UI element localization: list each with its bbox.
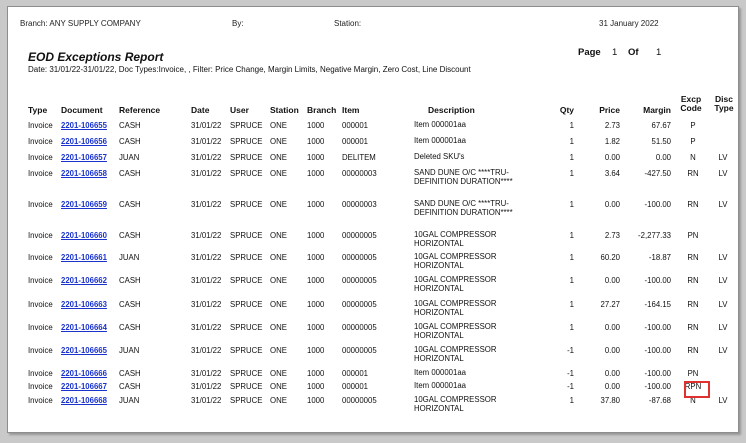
cell-date: 31/01/22 [191,169,222,178]
cell-description: 10GAL COMPRESSOR HORIZONTAL [414,299,497,317]
cell-excp: N [690,396,696,405]
cell-branch: 1000 [307,346,325,355]
cell-margin: -100.00 [644,323,671,332]
cell-price: 0.00 [604,369,620,378]
cell-item: DELITEM [342,153,376,162]
cell-disc: LV [718,396,728,405]
cell-user: SPRUCE [230,276,263,285]
cell-price: 60.20 [600,253,620,262]
cell-date: 31/01/22 [191,382,222,391]
cell-reference: CASH [119,137,141,146]
cell-reference: CASH [119,200,141,209]
cell-price: 3.64 [604,169,620,178]
cell-user: SPRUCE [230,169,263,178]
cell-excp: RPN [684,382,702,391]
cell-item: 00000005 [342,253,377,262]
cell-qty: 1 [569,153,574,162]
document-link[interactable]: 2201-106661 [61,253,107,262]
col-header-description: Description [428,105,475,115]
col-header-item: Item [342,105,360,115]
cell-price: 2.73 [604,121,620,130]
cell-reference: CASH [119,369,141,378]
cell-branch: 1000 [307,369,325,378]
col-header-station: Station [270,105,299,115]
cell-user: SPRUCE [230,396,263,405]
document-link[interactable]: 2201-106657 [61,153,107,162]
col-header-margin: Margin [643,105,671,115]
cell-price: 0.00 [604,276,620,285]
cell-user: SPRUCE [230,121,263,130]
cell-date: 31/01/22 [191,200,222,209]
cell-type: Invoice [28,276,53,285]
cell-user: SPRUCE [230,382,263,391]
cell-description: 10GAL COMPRESSOR HORIZONTAL [414,345,497,363]
cell-branch: 1000 [307,253,325,262]
cell-excp: RN [687,323,699,332]
cell-margin: 0.00 [655,153,671,162]
cell-reference: JUAN [119,346,140,355]
cell-description: 10GAL COMPRESSOR HORIZONTAL [414,230,497,248]
cell-type: Invoice [28,153,53,162]
cell-type: Invoice [28,253,53,262]
highlight-box [684,381,710,398]
cell-qty: 1 [569,231,574,240]
cell-reference: CASH [119,121,141,130]
cell-reference: CASH [119,231,141,240]
cell-station: ONE [270,121,287,130]
cell-qty: -1 [567,382,574,391]
cell-reference: JUAN [119,153,140,162]
cell-type: Invoice [28,137,53,146]
cell-date: 31/01/22 [191,323,222,332]
cell-qty: 1 [569,137,574,146]
cell-reference: JUAN [119,396,140,405]
cell-description: 10GAL COMPRESSOR HORIZONTAL [414,322,497,340]
cell-station: ONE [270,300,287,309]
cell-station: ONE [270,276,287,285]
cell-qty: -1 [567,346,574,355]
document-link[interactable]: 2201-106665 [61,346,107,355]
cell-user: SPRUCE [230,153,263,162]
cell-description: Item 000001aa [414,120,467,129]
cell-date: 31/01/22 [191,231,222,240]
cell-date: 31/01/22 [191,253,222,262]
cell-qty: -1 [567,369,574,378]
of-label: Of [628,47,639,58]
page-label: Page [578,47,601,58]
cell-disc: LV [718,323,728,332]
cell-disc: LV [718,169,728,178]
cell-item: 000001 [342,369,369,378]
cell-price: 1.82 [604,137,620,146]
cell-qty: 1 [569,300,574,309]
cell-date: 31/01/22 [191,153,222,162]
cell-user: SPRUCE [230,231,263,240]
cell-item: 000001 [342,137,369,146]
cell-disc: LV [718,153,728,162]
cell-margin: -100.00 [644,346,671,355]
cell-user: SPRUCE [230,300,263,309]
cell-branch: 1000 [307,153,325,162]
cell-station: ONE [270,396,287,405]
cell-user: SPRUCE [230,369,263,378]
branch-label: Branch: ANY SUPPLY COMPANY [20,19,141,28]
cell-date: 31/01/22 [191,346,222,355]
col-header-excp: Excp Code [680,94,702,113]
cell-price: 0.00 [604,200,620,209]
cell-excp: N [690,153,696,162]
document-link[interactable]: 2201-106658 [61,169,107,178]
cell-date: 31/01/22 [191,396,222,405]
col-header-user: User [230,105,249,115]
cell-branch: 1000 [307,382,325,391]
col-header-branch: Branch [307,105,337,115]
cell-description: 10GAL COMPRESSOR HORIZONTAL [414,275,497,293]
cell-item: 00000003 [342,169,377,178]
document-link[interactable]: 2201-106668 [61,396,107,405]
cell-item: 000001 [342,382,369,391]
cell-margin: -164.15 [644,300,671,309]
cell-item: 00000005 [342,323,377,332]
cell-disc: LV [718,346,728,355]
col-header-date: Date [191,105,210,115]
cell-type: Invoice [28,323,53,332]
cell-item: 00000005 [342,276,377,285]
cell-user: SPRUCE [230,323,263,332]
cell-description: SAND DUNE O/C ****TRU-DEFINITION DURATION**** [414,199,513,217]
cell-qty: 1 [569,253,574,262]
cell-station: ONE [270,323,287,332]
cell-price: 37.80 [600,396,620,405]
cell-date: 31/01/22 [191,121,222,130]
cell-margin: 67.67 [651,121,671,130]
cell-margin: -2,277.33 [638,231,671,240]
document-link[interactable]: 2201-106660 [61,231,107,240]
cell-item: 00000005 [342,396,377,405]
cell-excp: RN [687,276,699,285]
document-link[interactable]: 2201-106655 [61,121,107,130]
cell-branch: 1000 [307,396,325,405]
cell-margin: -87.68 [648,396,671,405]
report-page [7,6,739,433]
cell-qty: 1 [569,396,574,405]
station-label: Station: [334,19,362,28]
cell-excp: RN [687,300,699,309]
cell-station: ONE [270,231,287,240]
cell-qty: 1 [569,121,574,130]
cell-branch: 1000 [307,121,325,130]
cell-description: Item 000001aa [414,381,467,390]
cell-station: ONE [270,200,287,209]
document-link[interactable]: 2201-106667 [61,382,107,391]
cell-excp: RN [687,253,699,262]
cell-type: Invoice [28,300,53,309]
by-label: By: [232,19,244,28]
cell-margin: -100.00 [644,200,671,209]
cell-qty: 1 [569,200,574,209]
cell-disc: LV [718,200,728,209]
page-number: 1 [612,47,618,58]
cell-user: SPRUCE [230,200,263,209]
cell-type: Invoice [28,346,53,355]
cell-reference: CASH [119,300,141,309]
cell-reference: CASH [119,276,141,285]
cell-price: 0.00 [604,153,620,162]
cell-excp: RN [687,169,699,178]
cell-type: Invoice [28,169,53,178]
document-link[interactable]: 2201-106662 [61,276,107,285]
cell-branch: 1000 [307,169,325,178]
cell-station: ONE [270,169,287,178]
cell-type: Invoice [28,121,53,130]
cell-item: 00000003 [342,200,377,209]
report-subtitle: Date: 31/01/22-31/01/22, Doc Types:Invoice, , Filter: Price Change, Margin Limits, Negative Margin, Zero Cost, Line Discount [28,65,471,74]
cell-branch: 1000 [307,200,325,209]
cell-station: ONE [270,369,287,378]
cell-branch: 1000 [307,300,325,309]
document-link[interactable]: 2201-106659 [61,200,107,209]
page-total: 1 [656,47,662,58]
cell-reference: CASH [119,382,141,391]
cell-reference: CASH [119,323,141,332]
cell-qty: 1 [569,276,574,285]
cell-description: Deleted SKU's [414,152,465,161]
cell-price: 2.73 [604,231,620,240]
cell-station: ONE [270,137,287,146]
cell-date: 31/01/22 [191,276,222,285]
cell-price: 27.27 [600,300,620,309]
cell-branch: 1000 [307,323,325,332]
cell-user: SPRUCE [230,253,263,262]
cell-reference: JUAN [119,253,140,262]
document-link[interactable]: 2201-106656 [61,137,107,146]
cell-margin: -18.87 [648,253,671,262]
cell-station: ONE [270,382,287,391]
cell-branch: 1000 [307,231,325,240]
cell-excp: PN [687,369,699,378]
col-header-document: Document [61,105,103,115]
cell-item: 00000005 [342,231,377,240]
cell-qty: 1 [569,323,574,332]
cell-station: ONE [270,153,287,162]
cell-date: 31/01/22 [191,300,222,309]
cell-disc: LV [718,276,728,285]
cell-type: Invoice [28,369,53,378]
cell-type: Invoice [28,382,53,391]
cell-margin: -100.00 [644,369,671,378]
col-header-type: Type [28,105,48,115]
cell-item: 00000005 [342,346,377,355]
cell-type: Invoice [28,231,53,240]
cell-price: 0.00 [604,346,620,355]
cell-price: 0.00 [604,323,620,332]
cell-description: 10GAL COMPRESSOR HORIZONTAL [414,252,497,270]
cell-margin: 51.50 [651,137,671,146]
cell-margin: -100.00 [644,382,671,391]
cell-item: 000001 [342,121,369,130]
cell-disc: LV [718,253,728,262]
cell-item: 00000005 [342,300,377,309]
cell-margin: -427.50 [644,169,671,178]
cell-type: Invoice [28,396,53,405]
cell-user: SPRUCE [230,346,263,355]
cell-qty: 1 [569,169,574,178]
cell-reference: CASH [119,169,141,178]
col-header-qty: Qty [559,105,574,115]
cell-excp: P [690,121,696,130]
cell-price: 0.00 [604,382,620,391]
cell-type: Invoice [28,200,53,209]
cell-disc: LV [718,300,728,309]
cell-excp: RN [687,200,699,209]
cell-date: 31/01/22 [191,137,222,146]
cell-description: Item 000001aa [414,136,467,145]
document-link[interactable]: 2201-106666 [61,369,107,378]
cell-excp: RN [687,346,699,355]
cell-user: SPRUCE [230,137,263,146]
col-header-disc: Disc Type [714,94,734,113]
cell-margin: -100.00 [644,276,671,285]
cell-date: 31/01/22 [191,369,222,378]
col-header-reference: Reference [119,105,161,115]
cell-description: 10GAL COMPRESSOR HORIZONTAL [414,395,497,413]
report-title: EOD Exceptions Report [28,50,164,64]
cell-branch: 1000 [307,276,325,285]
cell-branch: 1000 [307,137,325,146]
cell-station: ONE [270,346,287,355]
col-header-price: Price [599,105,620,115]
cell-description: Item 000001aa [414,368,467,377]
document-link[interactable]: 2201-106664 [61,323,107,332]
cell-description: SAND DUNE O/C ****TRU-DEFINITION DURATION**** [414,168,513,186]
report-date: 31 January 2022 [599,19,659,28]
cell-excp: P [690,137,696,146]
document-link[interactable]: 2201-106663 [61,300,107,309]
cell-excp: PN [687,231,699,240]
cell-station: ONE [270,253,287,262]
